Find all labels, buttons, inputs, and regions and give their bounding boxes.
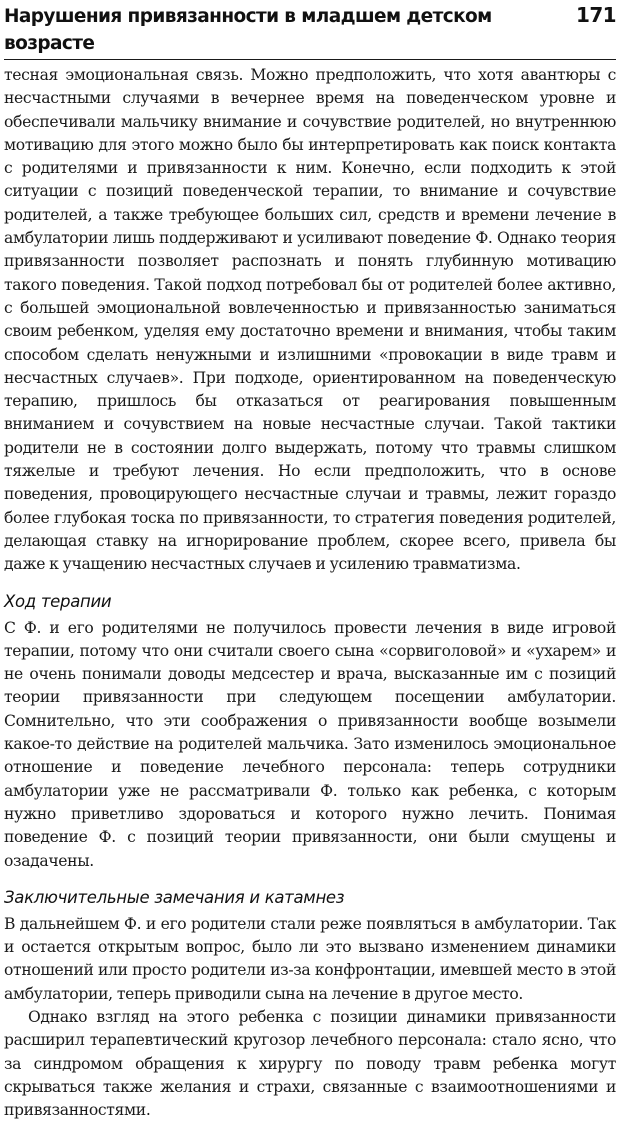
- running-header: [4, 2, 616, 60]
- body-paragraph: В дальнейшем Ф. и его родители стали реже появляться в амбулатории. Так и остается открытым вопрос, было ли это вызвано изменением динамики отношений или просто родители из-за конфронтации, имевшей место в этой амбулатории, теперь приводили сына на лечение в другое место.: [4, 914, 616, 1003]
- section-heading-therapy-course: Ход терапии: [4, 591, 112, 611]
- running-header-title: Нарушения привязанности в младшем детском возрасте: [4, 6, 492, 54]
- body-paragraph: С Ф. и его родителями не получилось провести лечения в виде игровой терапии, потому что они считали своего сына «сорвиголовой» и «ухарем» и не очень понимали доводы медсестер и врача, высказанные им с позиций теории привязанности при следующем посещении амбулатории. Сомнительно, что эти соображения о привязанности вообще возымели какое-то действие на родителей мальчика. Зато изменилось эмоциональное отношение и поведение лечебного персонала: теперь сотрудники амбулатории уже не рассматривали Ф. только как ребенка, с которым нужно приветливо здороваться и которого нужно лечить. Понимая поведение Ф. с позиций теории привязанности, они были смущены и озадачены.: [4, 618, 616, 870]
- page-number: 171: [576, 3, 616, 27]
- body-paragraph: Однако взгляд на этого ребенка с позиции динамики привязанности расширил терапевтический кругозор лечебного персонала: стало ясно, что за синдромом обращения к хирургу по поводу травм ребенка могут скрываться также желания и страхи, связанные с взаимоотношениями и привязанностями.: [4, 1007, 616, 1120]
- body-paragraph: тесная эмоциональная связь. Можно предположить, что хотя авантюры с несчастными случаями в вечернее время на поведенческом уровне и обеспечивали мальчику внимание и сочувствие родителей, но внутреннюю мотивацию для этого можно было бы интерпретировать как поиск контакта с родителями и привязанности к ним. Конечно, если подходить к этой ситуации с позиций поведенческой терапии, то внимание и сочувствие родителей, а также требующее больших сил, средств и времени лечение в амбулатории лишь поддерживают и усиливают поведение Ф. Однако теория привязанности позволяет распознать и понять глубинную мотивацию такого поведения. Такой подход потребовал бы от родителей более активно, с большей эмоциональной вовлеченностью и привязанностью заниматься своим ребенком, уделяя ему достаточно времени и внимания, чтобы таким способом сделать ненужными и излишними «провокации в виде травм и несчастных случаев». При подходе, ориентированном на поведенческую терапию, пришлось бы отказаться от реагирования повышенным вниманием и сочувствием на новые несчастные случаи. Такой тактики родители не в состоянии долго выдержать, потому что травмы слишком тяжелые и требуют лечения. Но если предположить, что в основе поведения, провоцирующего несчастные случаи и травмы, лежит гораздо более глубокая тоска по привязанности, то стратегия поведения родителей, делающая ставку на игнорирование проблем, скорее всего, привела бы даже к учащению несчастных случаев и усилению травматизма.: [4, 66, 616, 574]
- section-heading-final-remarks: Заключительные замечания и катамнез: [4, 887, 345, 907]
